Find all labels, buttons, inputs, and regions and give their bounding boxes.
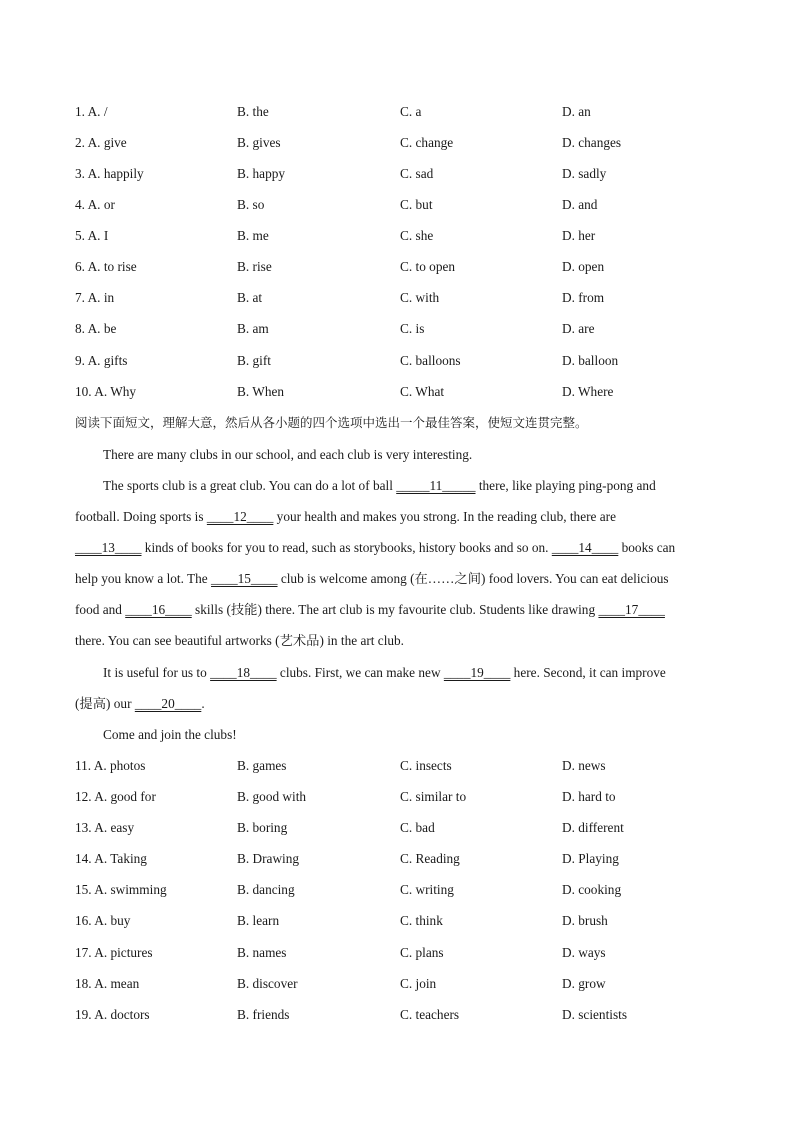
passage-line-6: there. You can see beautiful artworks (艺术品) in the art club. — [75, 633, 405, 648]
option-d: D. sadly — [562, 166, 607, 181]
option-c: C. teachers — [400, 1007, 460, 1022]
blank-20: ____20____ — [134, 696, 202, 711]
option-b: B. friends — [237, 1007, 290, 1022]
option-a: 18. A. mean — [75, 976, 140, 991]
blank-11: _____11_____ — [396, 478, 476, 493]
section-instruction: 阅读下面短文，理解大意，然后从各小题的四个选项中选出一个最佳答案，使短文连贯完整。 — [75, 415, 588, 430]
blank-18: ____18____ — [210, 665, 277, 680]
passage-text: food and — [75, 602, 126, 617]
option-a: 19. A. doctors — [75, 1007, 150, 1022]
option-d: D. her — [562, 228, 596, 243]
blank-15: ____15____ — [211, 571, 278, 586]
option-a: 11. A. photos — [75, 758, 146, 773]
option-a: 10. A. Why — [75, 384, 137, 399]
blank-16: ____16____ — [125, 602, 192, 617]
option-b: B. discover — [237, 976, 298, 991]
option-c: C. Reading — [400, 851, 460, 866]
option-c: C. change — [400, 135, 454, 150]
passage-line-3 — [75, 538, 715, 558]
option-c: C. to open — [400, 259, 456, 274]
passage-text: . — [201, 696, 205, 711]
option-b: B. rise — [237, 259, 272, 274]
option-b: B. so — [237, 197, 265, 212]
option-b: B. dancing — [237, 882, 295, 897]
option-d: D. brush — [562, 913, 608, 928]
option-a: 5. A. I — [75, 228, 109, 243]
option-d: D. and — [562, 197, 598, 212]
option-a: 9. A. gifts — [75, 353, 128, 368]
passage-text: The sports club is a great club. You can do a lot of ball — [103, 478, 397, 493]
option-a: 15. A. swimming — [75, 882, 167, 897]
option-c: C. insects — [400, 758, 452, 773]
passage-text: clubs. First, we can make new — [276, 665, 444, 680]
blank-12: ____12____ — [206, 509, 274, 524]
option-b: B. gives — [237, 135, 281, 150]
option-d: D. balloon — [562, 353, 619, 368]
option-a: 3. A. happily — [75, 166, 144, 181]
option-c: C. What — [400, 384, 445, 399]
option-d: D. news — [562, 758, 606, 773]
option-d: D. Playing — [562, 851, 619, 866]
option-c: C. plans — [400, 945, 444, 960]
option-a: 13. A. easy — [75, 820, 135, 835]
option-d: D. are — [562, 321, 595, 336]
passage-line-8 — [75, 694, 715, 714]
option-a: 2. A. give — [75, 135, 127, 150]
blank-13: ____13____ — [75, 540, 142, 555]
option-b: B. names — [237, 945, 287, 960]
option-b: B. me — [237, 228, 269, 243]
option-d: D. from — [562, 290, 605, 305]
option-c: C. join — [400, 976, 437, 991]
option-d: D. cooking — [562, 882, 622, 897]
option-d: D. ways — [562, 945, 606, 960]
option-b: B. at — [237, 290, 263, 305]
passage-line-7 — [103, 663, 715, 683]
passage-line-4 — [75, 569, 715, 589]
option-c: C. but — [400, 197, 433, 212]
option-b: B. good with — [237, 789, 307, 804]
passage-text: books can — [618, 540, 676, 555]
option-a: 6. A. to rise — [75, 259, 137, 274]
option-c: C. similar to — [400, 789, 467, 804]
blank-14: ____14____ — [551, 540, 619, 555]
passage-text: football. Doing sports is — [75, 509, 207, 524]
option-c: C. think — [400, 913, 443, 928]
option-c: C. she — [400, 228, 434, 243]
option-a: 16. A. buy — [75, 913, 131, 928]
passage-text: club is welcome among (在……之间) food lovers. You can eat delicious — [277, 571, 669, 586]
option-b: B. When — [237, 384, 285, 399]
passage-text: there, like playing ping-pong and — [475, 478, 656, 493]
option-d: D. changes — [562, 135, 622, 150]
option-b: B. Drawing — [237, 851, 300, 866]
passage-text: your health and makes you strong. In the reading club, there are — [273, 509, 616, 524]
option-a: 14. A. Taking — [75, 851, 147, 866]
option-a: 8. A. be — [75, 321, 117, 336]
option-c: C. writing — [400, 882, 454, 897]
passage-paragraph-1: There are many clubs in our school, and each club is very interesting. — [103, 447, 473, 462]
passage-line-1 — [103, 476, 715, 496]
option-d: D. an — [562, 104, 591, 119]
option-c: C. bad — [400, 820, 435, 835]
option-b: B. the — [237, 104, 269, 119]
option-d: D. hard to — [562, 789, 616, 804]
option-b: B. boring — [237, 820, 288, 835]
option-c: C. balloons — [400, 353, 461, 368]
option-d: D. Where — [562, 384, 614, 399]
option-b: B. am — [237, 321, 269, 336]
passage-text: here. Second, it can improve — [510, 665, 666, 680]
passage-text: help you know a lot. The — [75, 571, 212, 586]
option-c: C. a — [400, 104, 422, 119]
blank-17: ____17____ — [598, 602, 665, 617]
option-b: B. gift — [237, 353, 271, 368]
option-b: B. happy — [237, 166, 286, 181]
option-a: 12. A. good for — [75, 789, 156, 804]
passage-text: skills (技能) there. The art club is my favourite club. Students like drawing — [191, 602, 599, 617]
passage-text: It is useful for us to — [103, 665, 211, 680]
option-b: B. games — [237, 758, 287, 773]
passage-line-5 — [75, 600, 715, 620]
passage-text: kinds of books for you to read, such as storybooks, history books and so on. — [141, 540, 552, 555]
option-d: D. open — [562, 259, 605, 274]
option-a: 1. A. / — [75, 104, 108, 119]
option-d: D. scientists — [562, 1007, 628, 1022]
option-d: D. different — [562, 820, 624, 835]
option-a: 4. A. or — [75, 197, 115, 212]
option-c: C. with — [400, 290, 440, 305]
blank-19: ____19____ — [443, 665, 511, 680]
option-b: B. learn — [237, 913, 280, 928]
option-a: 7. A. in — [75, 290, 115, 305]
option-c: C. sad — [400, 166, 434, 181]
option-d: D. grow — [562, 976, 606, 991]
option-a: 17. A. pictures — [75, 945, 153, 960]
passage-text: (提高) our — [75, 696, 135, 711]
passage-closing: Come and join the clubs! — [103, 727, 237, 742]
option-c: C. is — [400, 321, 425, 336]
passage-line-2 — [75, 507, 715, 527]
